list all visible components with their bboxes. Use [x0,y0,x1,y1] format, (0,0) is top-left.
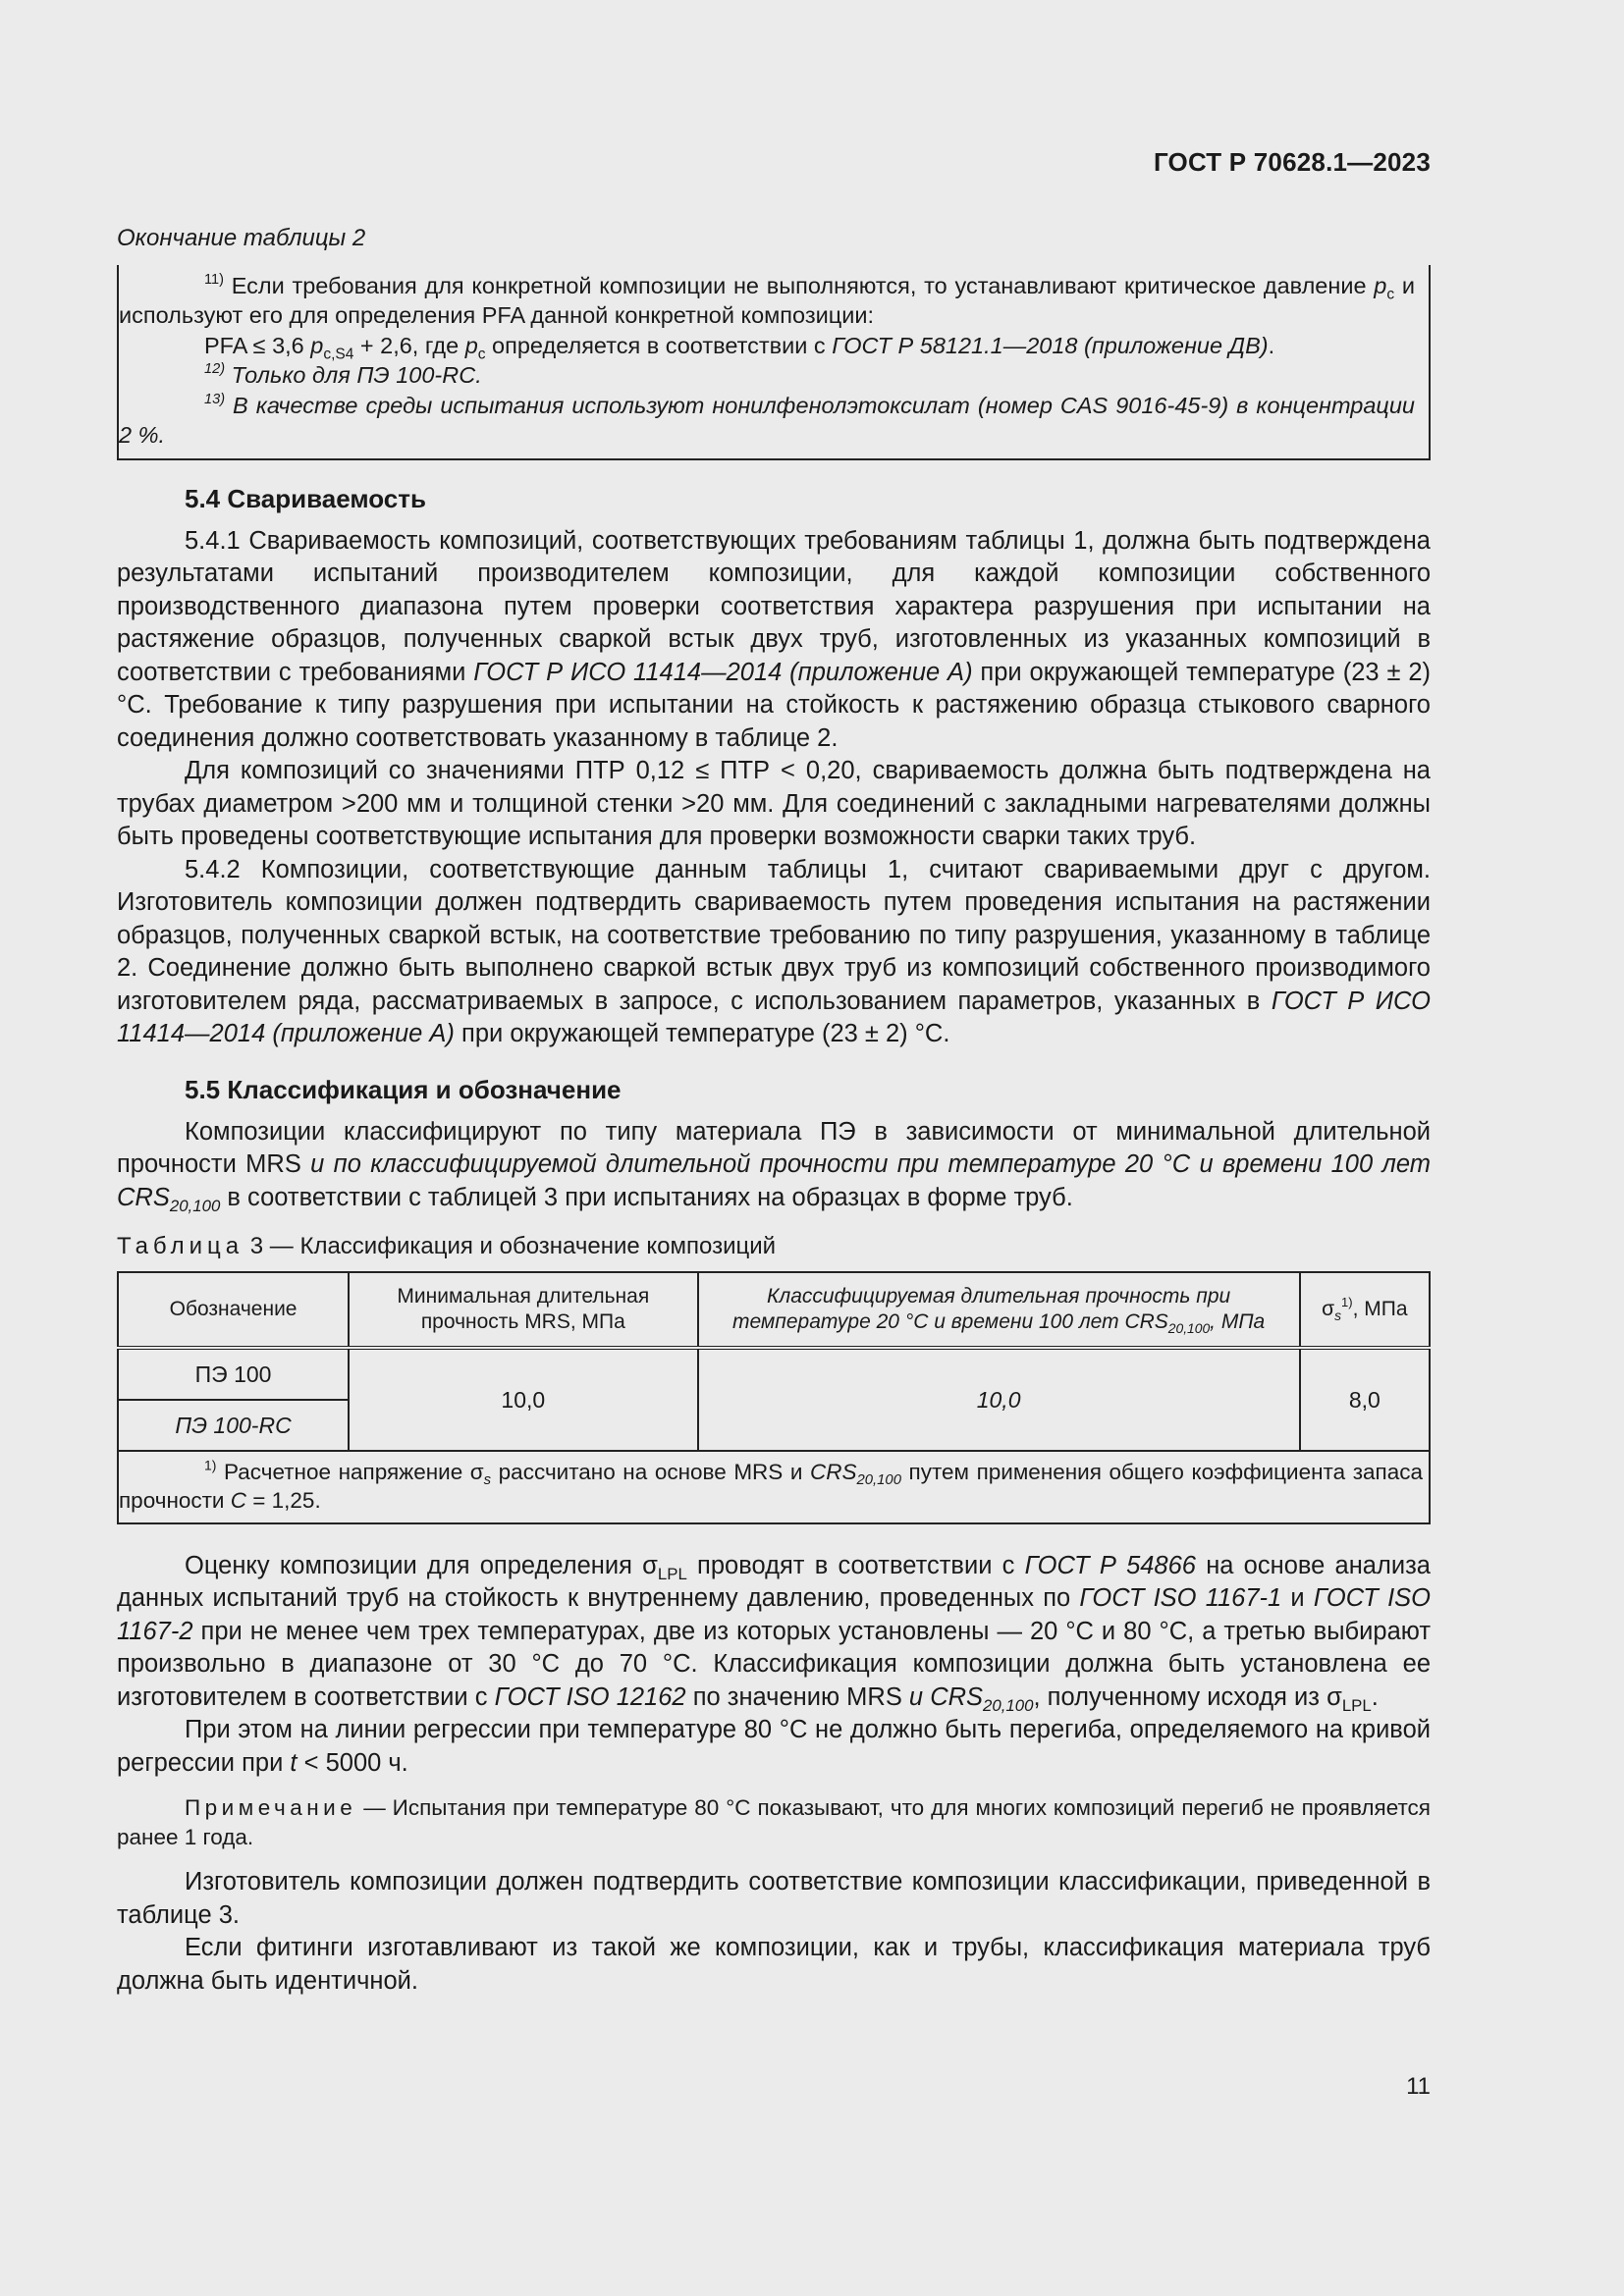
section-5-4-mfr-paragraph: Для композиций со значениями ПТР 0,12 ≤ ПТР < 0,20, свариваемость должна быть подтверждена на трубах диаметром >200 мм и толщиной стенки >20 мм. Для соединений с закладными нагревателями должны быть проведены соответствующие испытания для проверки возможности сварки таких труб. [117,757,1431,850]
table3-caption: Таблица 3 — Классификация и обозначение композиций [117,1233,777,1259]
table-note-row [118,1451,1430,1523]
pfa-formula: PFA ≤ 3,6 $p_{c,S4} + 2,6$, где $p_c$ определяется в соответствии с ГОСТ Р 58121.1—2018 (приложение ДВ). [204,332,1275,362]
document-header: ГОСТ Р 70628.1—2023 [1153,147,1431,177]
table-header-row [118,1272,1430,1348]
col-sigma-header: $\sigma_s^{1)}$, МПа [1300,1272,1430,1348]
page-number: 11 [1406,2073,1431,2100]
table3-classification [117,1271,1431,1524]
col-designation-header: Обозначение [118,1272,349,1348]
col-mrs-header: Минимальная длительная прочность MRS, МПа [349,1272,697,1348]
fittings-paragraph: Если фитинги изготавливают из такой же композиции, как и трубы, классификация материала труб должна быть идентичной. [117,1934,1431,1995]
mrs-value: 10,0 [349,1348,697,1451]
section-5-4-2-paragraph: 5.4.2 Композиции, соответствующие данным таблицы 1, считают свариваемыми друг с другом. Изготовитель композиции должен подтвердить свариваемость путем проведения испытания на растяжении образцов, полученных сваркой встык, на соответствие требованию по типу разрушения, указанному в таблице 2. Соединение должно быть выполнено сваркой встык двух труб из композиций собственного производимого изготовителем ряда, рассматриваемых в запросе, с использованием параметров, указанных в ГОСТ Р ИСО 11414—2014 (приложение А) при окружающей температуре (23 ± 2) °С. [117,855,1431,1047]
table2-continuation-caption: Окончание таблицы 2 [117,225,366,251]
section-5-4-1-paragraph: 5.4.1 Свариваемость композиций, соответствующих требованиям таблицы 1, должна быть подтверждена результатами испытаний производителем композиции, для каждой композиции собственного производственного диапазона путем проверки соответствия характера разрушения при испытании на растяжение образцов, полученных сваркой встык двух труб, изготовленных из указанных композиций в соответствии с требованиями ГОСТ Р ИСО 11414—2014 (приложение А) при окружающей температуре (23 ± 2) °С. Требование к типу разрушения при испытании на стойкость к растяжению образца стыкового сварного соединения должно соответствовать указанному в таблице 2. [117,526,1431,752]
row-pe100-name: ПЭ 100 [118,1348,349,1400]
footnote-12: $^{12)}$ Только для ПЭ 100-RC. [204,360,482,388]
note-paragraph: Примечание — Испытания при температуре 80 °С показывают, что для многих композиций перегиб не проявляется ранее 1 года. [117,1795,1431,1849]
section-5-5-title: 5.5 Классификация и обозначение [185,1074,622,1104]
footnote-11: $^{11)}$ Если требования для конкретной композиции не выполняются, то устанавливают критическое давление $p_c$ и используют его для определения PFA данной конкретной композиции: [119,271,1415,328]
table-row [118,1348,1430,1400]
crs-value: 10,0 [698,1348,1300,1451]
row-pe100rc-name: ПЭ 100-RC [118,1400,349,1451]
sigma-value: 8,0 [1300,1348,1430,1451]
regression-paragraph: При этом на линии регрессии при температуре 80 °С не должно быть перегиба, определяемого на кривой регрессии при t < 5000 ч. [117,1716,1431,1777]
section-5-5-paragraph: Композиции классифицируют по типу материала ПЭ в зависимости от минимальной длительной прочности MRS и по классифицируемой длительной прочности при температуре 20 °С и времени 100 лет $CRS_{20,100}$ в соответствии с таблицей 3 при испытаниях на образцах в форме труб. [117,1117,1431,1215]
footnote-13: $^{13)}$ В качестве среды испытания используют нонилфенолэтоксилат (номер CAS 9016-45-9) в концентрации 2 %. [119,391,1415,448]
classification-confirmation-paragraph: Изготовитель композиции должен подтвердить соответствие композиции классификации, приведенной в таблице 3. [117,1868,1431,1929]
table3-footnote: $^{1)}$ Расчетное напряжение $\sigma_s$ рассчитано на основе MRS и $CRS_{20,100}$ путем применения общего коэффициента запаса прочности C = 1,25. [118,1451,1430,1523]
section-5-4-title: 5.4 Свариваемость [185,483,426,513]
page-content [117,222,1431,1998]
table2-footnotes-box [117,265,1431,460]
col-crs-header: Классифицируемая длительная прочность при температуре 20 °С и времени 100 лет $CRS_{20,100}$, МПа [698,1272,1300,1348]
lpl-evaluation-paragraph: Оценку композиции для определения $\sigma_{LPL}$ проводят в соответствии с ГОСТ Р 54866 на основе анализа данных испытаний труб на стойкость к внутреннему давлению, проведенных по ГОСТ ISO 1167-1 и ГОСТ ISO 1167-2 при не менее чем трех температурах, две из которых установлены — 20 °С и 80 °С, а третью выбирают произвольно в диапазоне от 30 °С до 70 °С. Классификация композиции должна быть установлена ее изготовителем в соответствии с ГОСТ ISO 12162 по значению MRS и $CRS_{20,100}$, полученному исходя из $\sigma_{LPL}$. [117,1551,1432,1715]
